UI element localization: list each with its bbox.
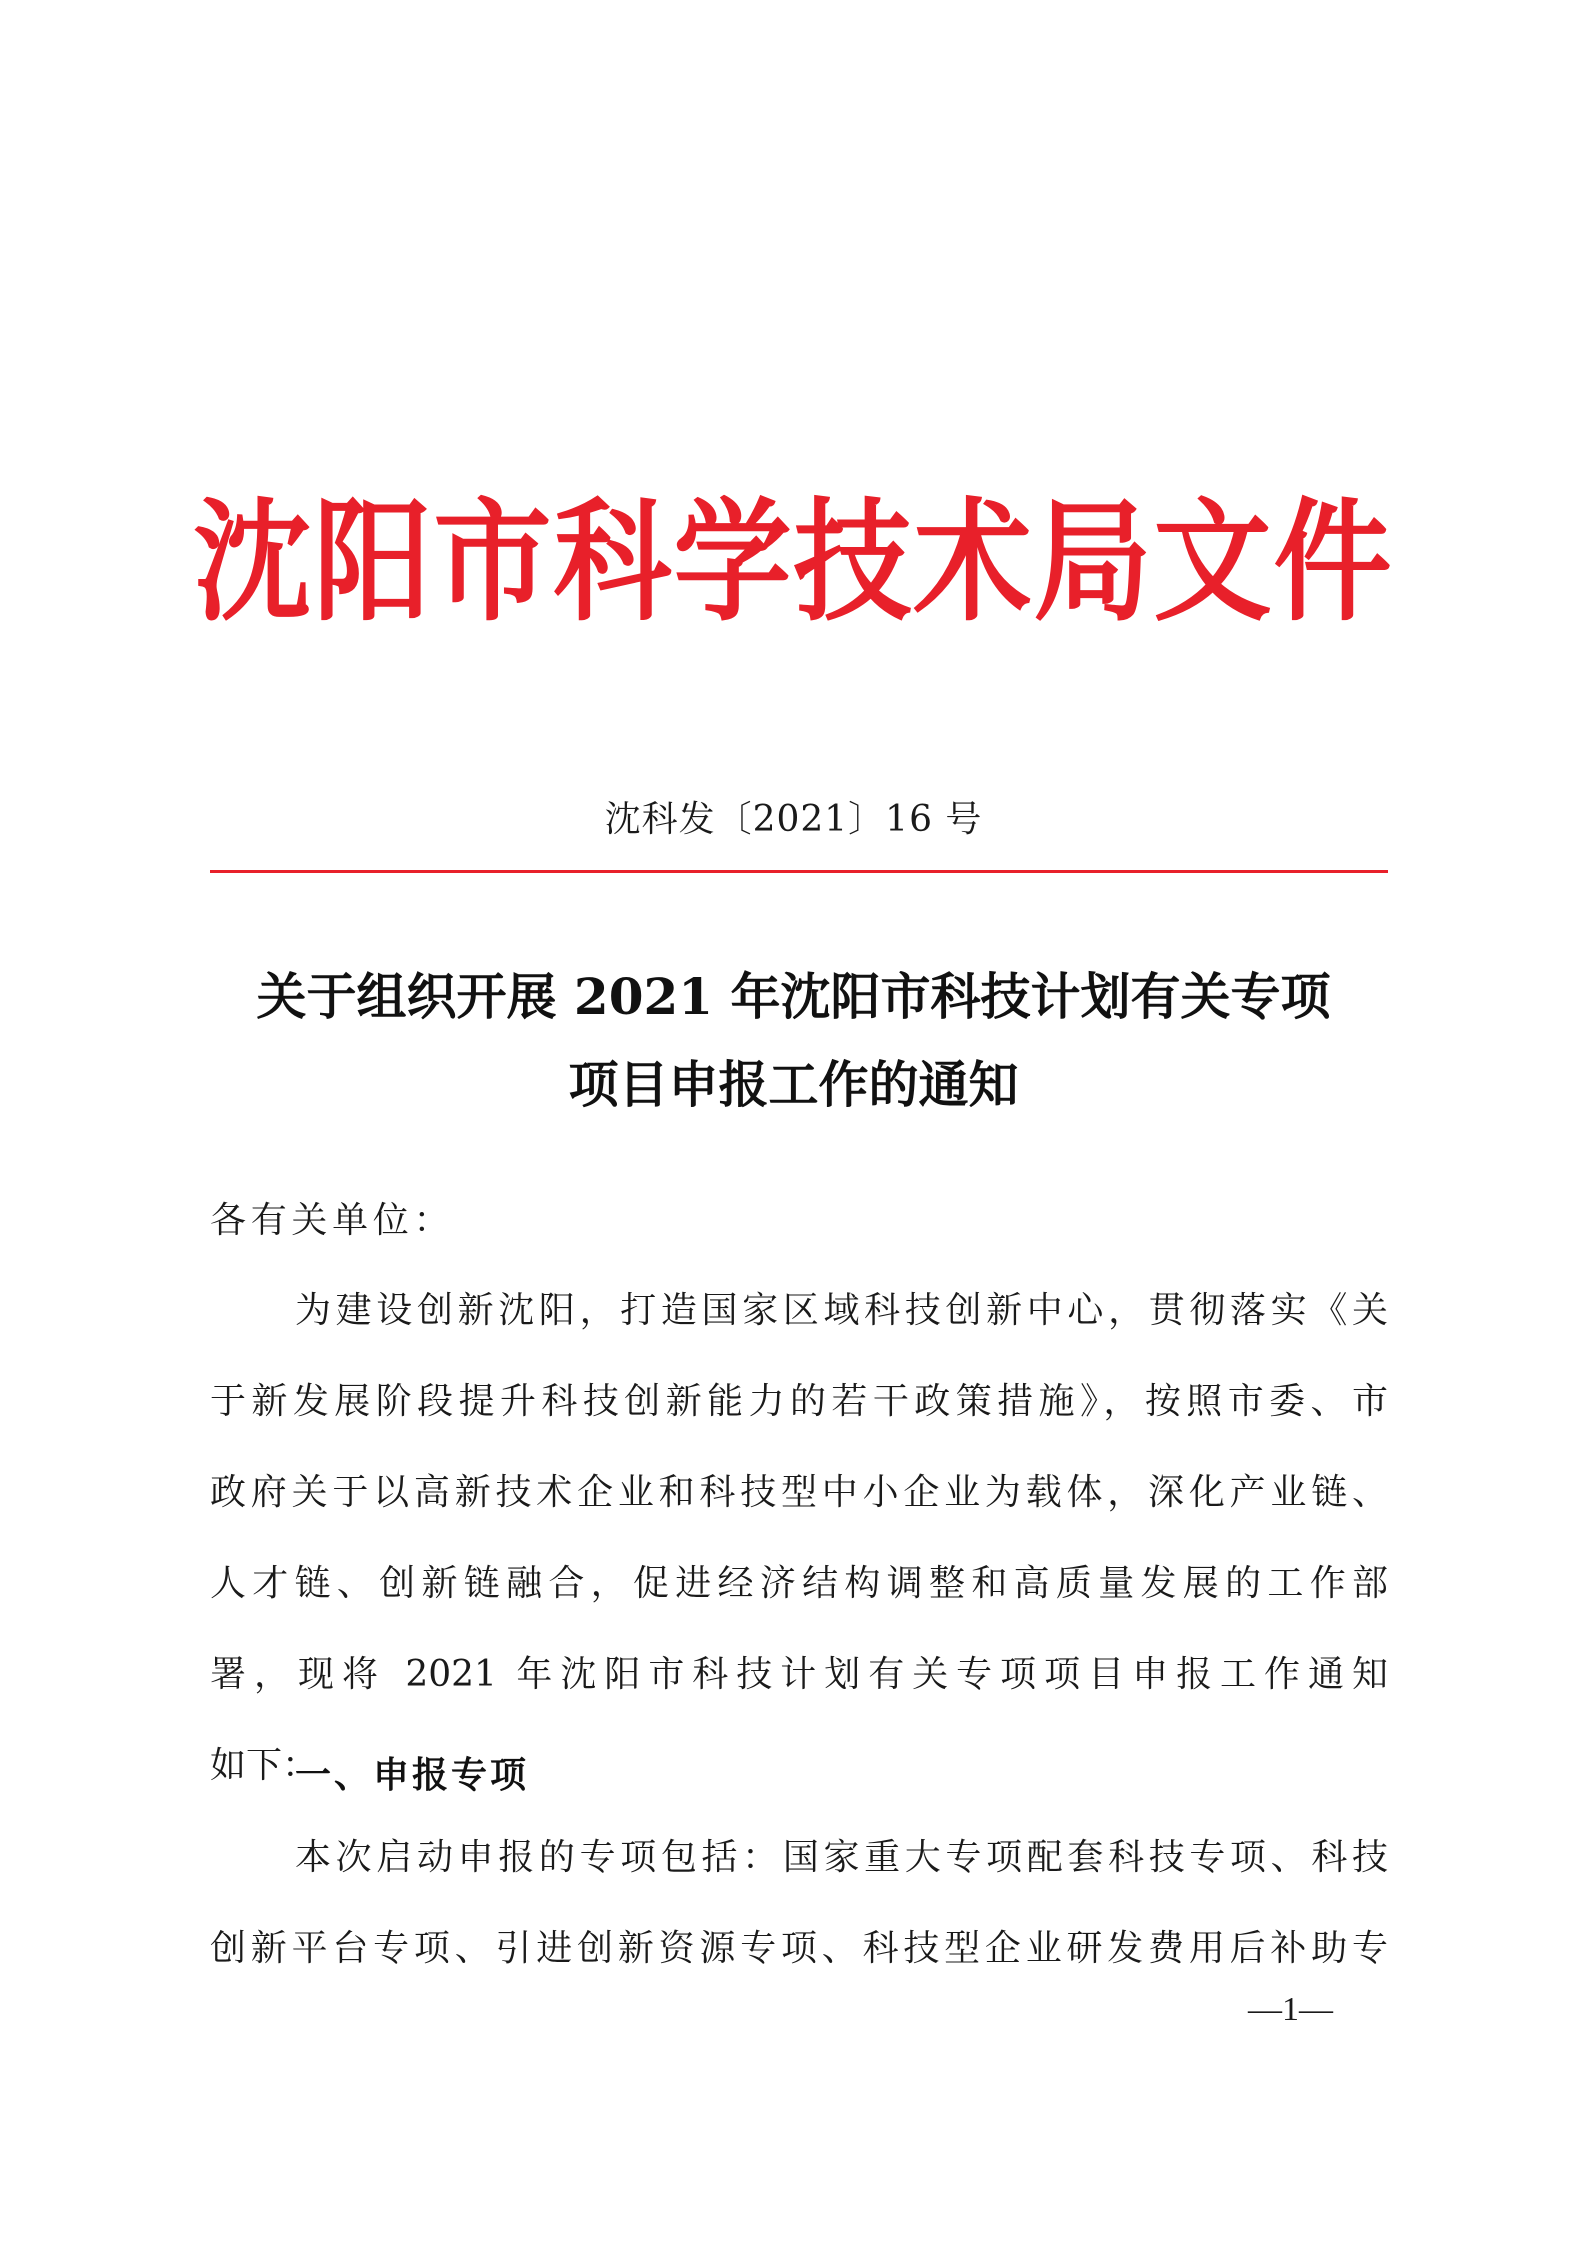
document-number: 沈科发〔2021〕16 号 [604, 799, 983, 840]
red-divider-rule [210, 870, 1388, 873]
paragraph-1-line-1: 为建设创新沈阳，打造国家区域科技创新中心，贯彻落实《关 [295, 1290, 1388, 1331]
masthead-title: 沈阳市科学技术局文件 [193, 483, 1394, 640]
notice-title-line-2: 项目申报工作的通知 [568, 1055, 1019, 1114]
notice-title-line-1: 关于组织开展 2021 年沈阳市科技计划有关专项 [256, 967, 1331, 1026]
section-1-heading: 一、申报专项 [295, 1755, 530, 1796]
paragraph-1-line-6: 如下： [210, 1745, 319, 1786]
salutation: 各有关单位： [210, 1200, 455, 1241]
paragraph-1-line-2: 于新发展阶段提升科技创新能力的若干政策措施》，按照市委、市 [210, 1381, 1388, 1422]
page-number: —1— [1248, 1991, 1333, 2028]
paragraph-1-line-4: 人才链、创新链融合，促进经济结构调整和高质量发展的工作部 [210, 1563, 1388, 1604]
paragraph-1-line-5: 署，现将 2021 年沈阳市科技计划有关专项项目申报工作通知 [210, 1654, 1388, 1695]
paragraph-1-line-3: 政府关于以高新技术企业和科技型中小企业为载体，深化产业链、 [210, 1472, 1388, 1513]
notice-title [150, 953, 1437, 1129]
section-1-line-2: 创新平台专项、引进创新资源专项、科技型企业研发费用后补助专 [210, 1928, 1388, 1969]
section-1-line-1: 本次启动申报的专项包括：国家重大专项配套科技专项、科技 [295, 1837, 1388, 1878]
